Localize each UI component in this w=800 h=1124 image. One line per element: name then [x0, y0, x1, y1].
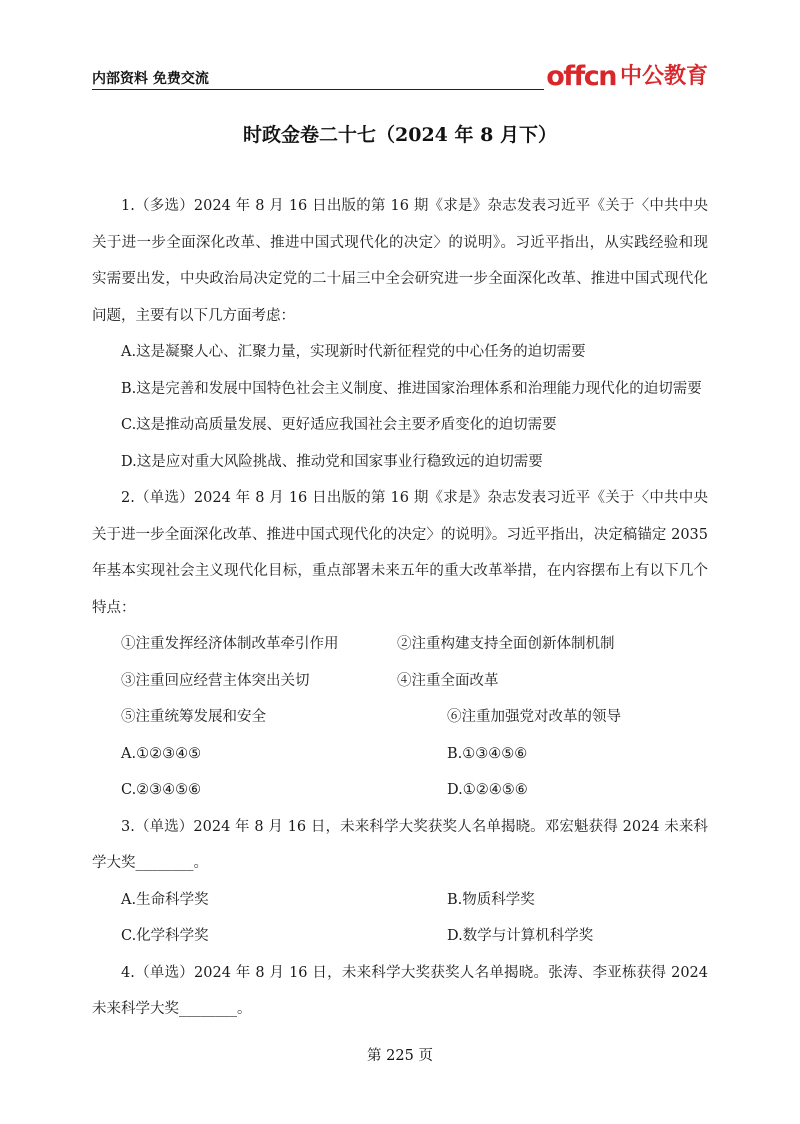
- question-2-options-row-2: [92, 772, 708, 809]
- question-2-items-row-2: [92, 663, 708, 700]
- question-2-items-row-3: [92, 699, 708, 736]
- header-rule: [92, 89, 544, 90]
- question-2-options-row-1: [92, 736, 708, 773]
- question-1-option-d: D.这是应对重大风险挑战、推动党和国家事业行稳致远的迫切需要: [121, 453, 543, 470]
- logo-text-cn: 中公教育: [619, 64, 708, 89]
- question-1-option-c: C.这是推动高质量发展、更好适应我国社会主要矛盾变化的迫切需要: [121, 417, 557, 433]
- question-2-item-5: ⑤注重统筹发展和安全: [121, 709, 266, 725]
- question-3-stem: 3.（单选）2024 年 8 月 16 日，未来科学大奖获奖人名单揭晓。邓宏魁获得 2024 未来科学大奖________。: [92, 818, 708, 871]
- page-header: [92, 62, 708, 92]
- question-2-item-4: ④注重全面改革: [397, 672, 499, 689]
- question-2-option-b: B.①③④⑤⑥: [447, 745, 528, 762]
- question-2-item-6: ⑥注重加强党对改革的领导: [447, 709, 621, 725]
- question-1-option-b-wrap: [92, 371, 708, 408]
- question-3-option-a: A.生命科学奖: [121, 891, 209, 908]
- offcn-logo: [546, 62, 708, 92]
- question-2-option-d: D.①②④⑤⑥: [447, 782, 528, 798]
- question-2-item-1: ①注重发挥经济体制改革牵引作用: [121, 636, 339, 652]
- question-4-stem: 4.（单选）2024 年 8 月 16 日，未来科学大奖获奖人名单揭晓。张涛、李亚栋获得 2024 未来科学大奖________。: [92, 964, 708, 1017]
- question-3-option-c: C.化学科学奖: [121, 928, 209, 944]
- question-1-stem: 1.（多选）2024 年 8 月 16 日出版的第 16 期《求是》杂志发表习近平《关于〈中共中央关于进一步全面深化改革、推进中国式现代化的决定〉的说明》。习近平指出，从实践经验和现实需要出发，中央政治局决定党的二十届三中全会研究进一步全面深化改革、推进中国式现代化问题，主要有以下几方面考虑：: [92, 198, 708, 324]
- question-2-option-c: C.②③④⑤⑥: [121, 782, 202, 798]
- question-2-item-2: ②注重构建支持全面创新体制机制: [397, 636, 615, 652]
- page-number: 第 225 页: [367, 1048, 433, 1064]
- header-label: 内部资料 免费交流: [92, 71, 209, 87]
- question-2-option-a: A.①②③④⑤: [121, 745, 202, 762]
- question-2-items-row-1: [92, 626, 708, 663]
- question-2-stem: 2.（单选）2024 年 8 月 16 日出版的第 16 期《求是》杂志发表习近平《关于〈中共中央关于进一步全面深化改革、推进中国式现代化的决定〉的说明》。习近平指出，决定稿锚定 2035 年基本实现社会主义现代化目标，重点部署未来五年的重大改革举措，在内容摆布上有以下几个特点：: [92, 490, 708, 616]
- question-3-options-row-1: [92, 882, 708, 919]
- question-2-item-3: ③注重回应经营主体突出关切: [121, 672, 310, 689]
- question-3-option-d: D.数学与计算机科学奖: [447, 928, 594, 944]
- page-title: 时政金卷二十七（2024 年 8 月下）: [243, 124, 557, 146]
- question-3-options-row-2: [92, 918, 708, 955]
- question-1-option-a: A.这是凝聚人心、汇聚力量，实现新时代新征程党的中心任务的迫切需要: [121, 344, 586, 360]
- logo-text-en: offcn: [546, 61, 616, 92]
- question-3-option-b: B.物质科学奖: [447, 891, 535, 908]
- document-body: [92, 188, 708, 1028]
- question-1-option-b: B.这是完善和发展中国特色社会主义制度、推进国家治理体系和治理能力现代化的迫切需要: [121, 380, 702, 397]
